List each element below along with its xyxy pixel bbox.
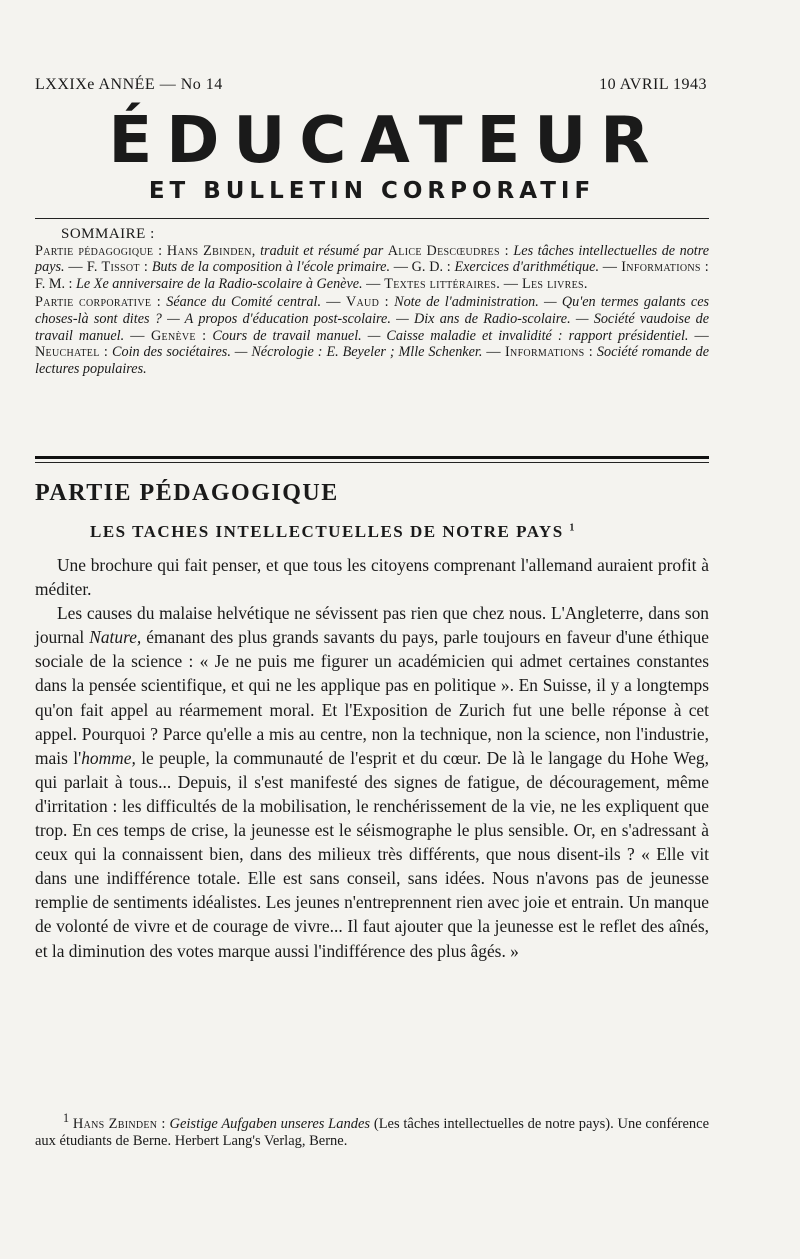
article-title: LES TACHES INTELLECTUELLES DE NOTRE PAYS $^1$ xyxy=(90,522,576,541)
footnote xyxy=(35,1110,709,1150)
toc-corporative: Partie corporative : Séance du Comité central. — Vaud : Note de l'administration. — Qu'en termes galants ces choses-là sont dites ? — A propos d'éducation post-scolaire. — Dix ans de Radio-scolaire. — Société vaudoise de travail manuel. — Genève : Cours de travail manuel. — Caisse maladie et invalidité : rapport présidentiel. — Neuchatel : Coin des sociétaires. — Nécrologie : E. Beyeler ; Mlle Schenker. — Informations : Société romande de lectures populaires. xyxy=(35,294,710,377)
footnote-work: Geistige Aufgaben unseres Landes xyxy=(169,1115,371,1132)
footnote-author: Hans Zbinden : xyxy=(72,1115,166,1132)
issue-number: LXXIXe ANNÉE — No 14 xyxy=(35,76,223,93)
header-divider xyxy=(35,218,709,219)
table-of-contents xyxy=(35,226,709,377)
toc-heading: SOMMAIRE : xyxy=(61,226,155,242)
section-title: PARTIE PÉDAGOGIQUE xyxy=(35,480,339,506)
journal-title: ÉDUCATEUR xyxy=(108,104,664,178)
article-body xyxy=(35,553,709,963)
footnote-mark: 1 xyxy=(63,1111,70,1125)
masthead xyxy=(35,104,709,204)
journal-subtitle: ET BULLETIN CORPORATIF xyxy=(148,178,596,204)
section-divider-top xyxy=(35,456,709,459)
paragraph: Une brochure qui fait penser, et que tous les citoyens comprenant l'allemand auraient profit à méditer. xyxy=(35,555,709,600)
footnote-text: (Les tâches intellectuelles de notre pays). Une conférence aux étudiants de Berne. Herbert Lang's Verlag, Berne. xyxy=(35,1115,710,1149)
toc-pedagogique: Partie pédagogique : Hans Zbinden, traduit et résumé par Alice Descœudres : Les tâches intellectuelles de notre pays. — F. Tissot : Buts de la composition à l'école primaire. — G. D. : Exercices d'arithmétique. — Informations : F. M. : Le Xe anniversaire de la Radio-scolaire à Genève. — Textes littéraires. — Les livres. xyxy=(35,242,710,292)
paragraph: Les causes du malaise helvétique ne sévissent pas rien que chez nous. L'Angleterre, dans son journal Nature, émanant des plus grands savants du pays, parle toujours en faveur d'une éthique sociale de la science : « Je ne puis me figurer un académicien qui admet certaines constantes dans la pensée scientifique, et qui ne les applique pas en politique ». En Suisse, il y a longtemps qu'on fait appel au réarmement moral. Et l'Exposition de Zurich fut une belle réponse à cet appel. Pourquoi ? Parce qu'elle a mis au centre, non la technique, non la science, non l'industrie, mais l'homme, le peuple, la communauté de l'esprit et du cœur. De là le langage du Hohe Weg, qui parlait à tous... Depuis, il s'est manifesté des signes de fatigue, de découragement, même d'irritation : les difficultés de la mobilisation, le renchérissement de la vie, ne les expliquent que trop. En ces temps de crise, la jeunesse est le séismographe le plus sensible. Or, en s'adressant à ceux qui la connaissent bien, dans des milieux très différents, que nous disent-ils ? « Elle vit dans une indifférence totale. Elle est sans conseil, sans idées. Nous n'avons pas de jeunesse remplie de sentiments idéalistes. Les jeunes n'entreprennent rien avec joie et entrain. Un manque de volonté de vivre et de courage de vivre... Il faut ajouter que la jeunesse est le reflet des aînés, et la diminution des votes marque aussi l'indifférence des plus âgés. » xyxy=(35,603,709,961)
footnote-ref: 1 xyxy=(569,522,576,534)
section-divider-bottom xyxy=(35,462,709,463)
issue-date: 10 AVRIL 1943 xyxy=(599,76,707,93)
